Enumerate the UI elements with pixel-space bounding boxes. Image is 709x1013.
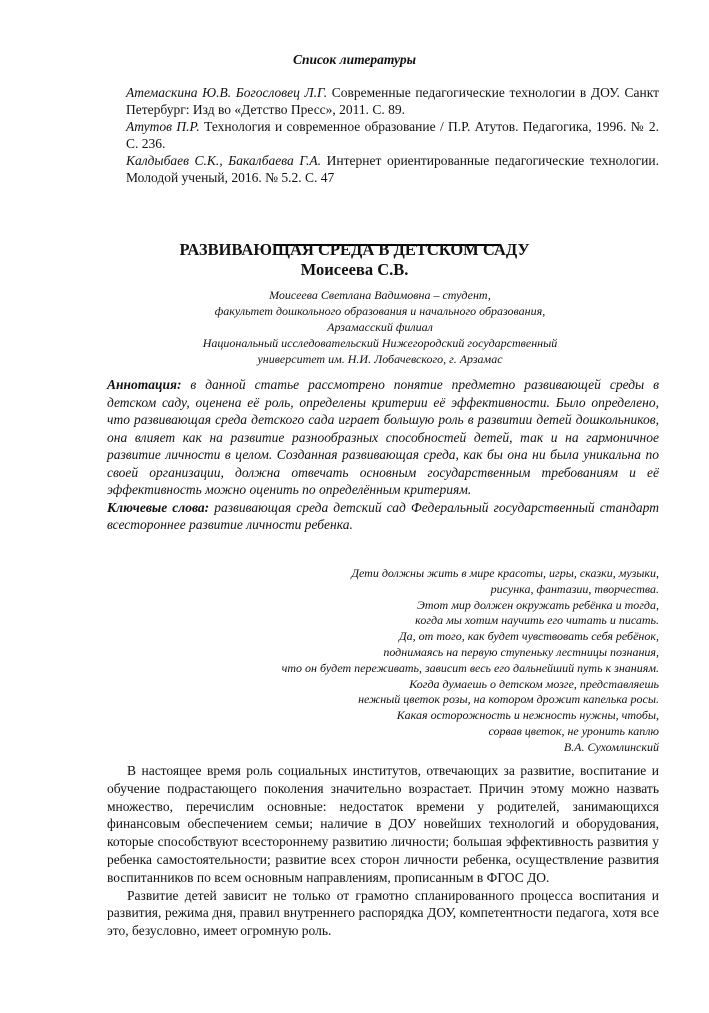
- epigraph-line: что он будет переживать, зависит весь его дальнейший путь к знаниям.: [281, 660, 659, 675]
- affiliation-line: Национальный исследовательский Нижегородский государственный: [202, 336, 558, 350]
- epigraph-line: Дети должны жить в мире красоты, игры, сказки, музыки,: [351, 566, 659, 580]
- body-paragraph: В настоящее время роль социальных институтов, отвечающих за развитие, воспитание и обучение подрастающего поколения значительно возрастает. Причин этому можно назвать множество, перечислим основные: недостаток времени у родителей, занимающихся финансовым обеспечением семьи; наличие в ДОУ новейших технологий и оборудования, которые способствуют всестороннему развитию личности; большая эффективность развития у ребенка самостоятельности; развитие всех сторон личности ребенка, осуществление развития воспитанников по всем основным направлениям, прописанным в ФГОС ДО.: [107, 763, 659, 885]
- reference-item: [126, 118, 659, 152]
- epigraph-line: Да, от того, как будет чувствовать себя ребёнок,: [399, 629, 659, 644]
- epigraph-line: когда мы хотим научить его читать и писать.: [415, 613, 659, 628]
- epigraph-attribution: В.А. Сухомлинский: [563, 739, 659, 754]
- epigraph-line: нежный цветок розы, на котором дрожит капелька росы.: [358, 692, 659, 707]
- epigraph-line: сорвав цветок, не уронить каплю: [488, 723, 659, 738]
- reference-authors: Калдыбаев С.К., Бакалбаева Г.А.: [126, 153, 322, 168]
- article-author: Моисеева С.В.: [300, 260, 409, 279]
- abstract-block: [107, 376, 659, 534]
- author-affiliation: [0, 287, 709, 367]
- reference-text: Технология и современное образование / П.Р. Атутов. Педагогика, 1996. № 2. С. 236.: [126, 119, 659, 151]
- reference-item: [126, 152, 659, 186]
- reference-item: [126, 84, 659, 118]
- abstract-text: в данной статье рассмотрено понятие предметно развивающей среды в детском саду, оценена её роль, определены критерии её эффективности. Было определено, что развивающая среда детского сада играет большую роль в развитии детей дошкольников, она влияет как на развитие разнообразных способностей детей, так и на гармоничное развитие личности в целом. Созданная развивающая среда, как бы она ни была уникальна по своей организации, должна отвечать основным государственным требованиям и её эффективность можно оценить по определённым критериям.: [107, 377, 659, 497]
- reference-authors: Атемаскина Ю.В. Богословец Л.Г.: [126, 85, 328, 100]
- epigraph-line: рисунка, фантазии, творчества.: [490, 581, 659, 596]
- keywords: [107, 499, 659, 534]
- affiliation-line: Арзамасский филиал: [327, 320, 433, 334]
- affiliation-line: университет им. Н.И. Лобачевского, г. Арзамас: [257, 352, 503, 366]
- body-paragraph: Развитие детей зависит не только от грамотно спланированного процесса воспитания и развития, режима дня, правил внутреннего распорядка ДОУ, компетентности педагога, хотя все это, безусловно, имеет огромную роль.: [107, 887, 659, 939]
- epigraph-line: Когда думаешь о детском мозге, представляешь: [409, 676, 659, 691]
- epigraph-line: Этот мир должен окружать ребёнка и тогда,: [417, 597, 659, 612]
- abstract-label: Аннотация:: [107, 377, 182, 392]
- abstract: [107, 376, 659, 499]
- reference-text: Интернет ориентированные педагогические технологии. Молодой ученый, 2016. № 5.2. С. 47: [126, 153, 659, 185]
- reference-text: Современные педагогические технологии в ДОУ. Санкт Петербург: Изд во «Детство Пресс», 2011. С. 89.: [126, 85, 659, 117]
- affiliation-line: Моисеева Светлана Вадимовна – студент,: [269, 288, 491, 302]
- article-title: РАЗВИВАЮЩАЯ СРЕДА В ДЕТСКОМ САДУ: [179, 240, 530, 259]
- references-list: [126, 84, 659, 186]
- affiliation-line: факультет дошкольного образования и начального образования,: [214, 304, 546, 318]
- references-heading: Список литературы: [293, 52, 416, 67]
- article-body: [107, 762, 659, 940]
- epigraph-line: Какая осторожность и нежность нужны, чтобы,: [396, 708, 659, 723]
- epigraph: [199, 566, 659, 756]
- reference-authors: Атутов П.Р.: [126, 119, 200, 134]
- keywords-label: Ключевые слова:: [107, 499, 210, 515]
- keywords-text: развивающая среда детский сад Федеральный государственный стандарт всестороннее развитие личности ребенка.: [107, 499, 659, 532]
- epigraph-line: поднимаясь на первую ступеньку лестницы познания,: [383, 644, 659, 659]
